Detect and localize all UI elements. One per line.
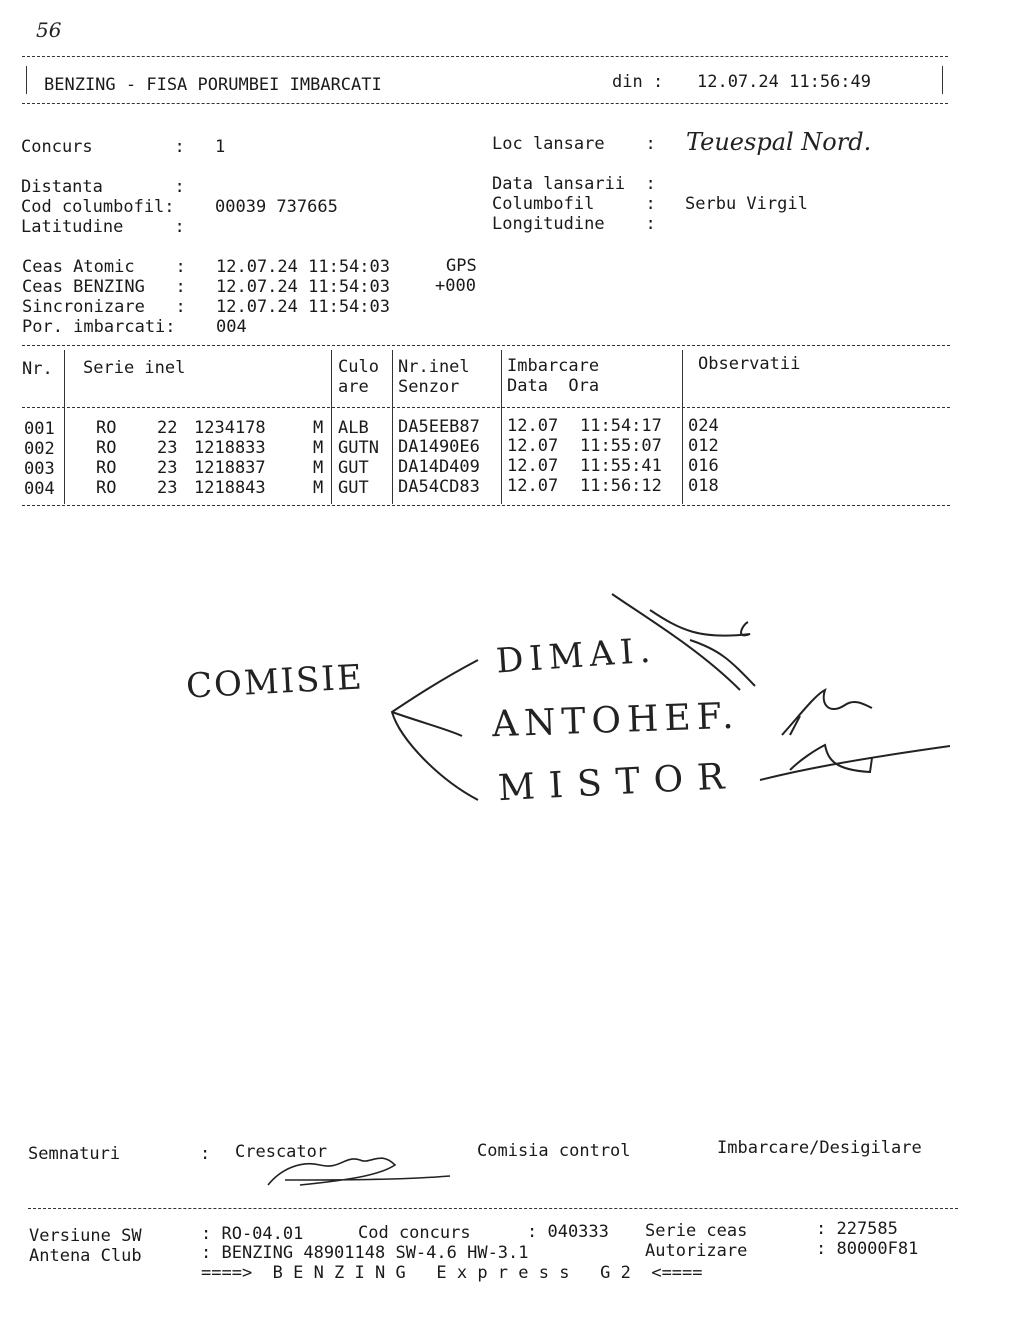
cod-columbofil-label: Cod columbofil: xyxy=(21,197,175,217)
cell-inel: 1234178 xyxy=(194,418,266,438)
cell-an: 23 xyxy=(157,438,178,458)
versiune-sw-label: Versiune SW xyxy=(29,1226,142,1246)
cell-senzor: DA1490E6 xyxy=(398,437,480,457)
cell-inel: 1218837 xyxy=(194,458,266,478)
cell-data: 12.07 xyxy=(507,436,559,456)
ceas-atomic-label: Ceas Atomic : xyxy=(22,257,186,277)
header-border-right xyxy=(942,66,943,94)
porumbei-imbarcati-value: 004 xyxy=(216,317,247,337)
col-sep-2 xyxy=(331,350,332,504)
th-serie-inel: Serie inel xyxy=(83,358,186,378)
cell-an: 22 xyxy=(157,418,178,438)
th-nrinel-2: Senzor xyxy=(398,377,460,397)
cod-concurs-label: Cod concurs xyxy=(358,1223,471,1243)
footer-rule xyxy=(28,1208,958,1209)
cell-nr: 001 xyxy=(24,419,55,439)
ceas-benzing-value: 12.07.24 11:54:03 xyxy=(216,277,390,297)
th-imbarcare-2: Data Ora xyxy=(507,376,600,396)
cell-inel: 1218843 xyxy=(194,478,266,498)
col-sep-5 xyxy=(682,350,683,504)
page-number-mark: 56 xyxy=(36,18,62,42)
cell-culoare: GUT xyxy=(338,478,369,498)
signature-comisia-label: Comisia control xyxy=(477,1141,631,1161)
handwritten-member-3: MISTOR xyxy=(497,755,740,810)
cell-obs: 012 xyxy=(688,436,719,456)
data-lansarii-label: Data lansarii : xyxy=(492,174,656,194)
autorizare-label: Autorizare xyxy=(645,1241,748,1261)
cod-concurs-value: : 040333 xyxy=(527,1222,609,1242)
cell-culoare: GUT xyxy=(338,458,369,478)
ceas-atomic-source: GPS xyxy=(446,256,477,276)
th-nr: Nr. xyxy=(22,359,53,379)
concurs-value: 1 xyxy=(215,137,226,157)
cell-tara: RO xyxy=(96,438,117,458)
col-sep-4 xyxy=(501,350,502,504)
porumbei-imbarcati-label: Por. imbarcati: xyxy=(22,317,176,337)
cell-nr: 004 xyxy=(24,479,55,499)
columbofil-value: Serbu Virgil xyxy=(685,194,808,214)
cell-sex: M xyxy=(313,458,324,478)
loc-lansare-value: Teuespal Nord. xyxy=(686,128,872,156)
header-border-bottom xyxy=(22,103,948,104)
table-rule-bottom xyxy=(22,505,950,506)
cell-ora: 11:55:07 xyxy=(580,436,662,456)
table-rule-header-bottom xyxy=(22,407,950,408)
columbofil-label: Columbofil : xyxy=(492,194,656,214)
cell-sex: M xyxy=(313,418,324,438)
crescator-signature-stroke xyxy=(268,1158,450,1185)
semnaturi-label: Semnaturi xyxy=(28,1144,121,1164)
signature-crescator-label: Crescator xyxy=(235,1142,328,1162)
bracket-arrow-stroke xyxy=(392,660,478,800)
handwritten-member-2: ANTOHEF. xyxy=(491,695,741,746)
cell-tara: RO xyxy=(96,458,117,478)
ceas-benzing-offset: +000 xyxy=(435,276,476,296)
autorizare-value: : 80000F81 xyxy=(816,1239,919,1259)
ceas-atomic-value: 12.07.24 11:54:03 xyxy=(216,257,390,277)
signature-stroke-3 xyxy=(760,745,950,780)
cell-nr: 003 xyxy=(24,459,55,479)
loc-lansare-label: Loc lansare : xyxy=(492,134,656,154)
cell-data: 12.07 xyxy=(507,476,559,496)
cod-columbofil-value: 00039 737665 xyxy=(215,197,338,217)
cell-obs: 018 xyxy=(688,476,719,496)
cell-an: 23 xyxy=(157,458,178,478)
header-title: BENZING - FISA PORUMBEI IMBARCATI xyxy=(44,75,382,95)
signature-imbarcare-label: Imbarcare/Desigilare xyxy=(717,1138,922,1158)
cell-tara: RO xyxy=(96,418,117,438)
cell-sex: M xyxy=(313,478,324,498)
th-culoare-2: are xyxy=(338,377,369,397)
ceas-benzing-label: Ceas BENZING : xyxy=(22,277,186,297)
col-sep-1 xyxy=(64,350,65,504)
col-sep-3 xyxy=(392,350,393,504)
cell-ora: 11:54:17 xyxy=(580,416,662,436)
th-nrinel-1: Nr.inel xyxy=(398,357,470,377)
header-datetime: 12.07.24 11:56:49 xyxy=(697,72,871,92)
table-rule-top xyxy=(22,345,950,346)
header-border-top xyxy=(22,56,948,57)
th-imbarcare-1: Imbarcare xyxy=(507,356,600,376)
cell-nr: 002 xyxy=(24,439,55,459)
cell-obs: 016 xyxy=(688,456,719,476)
sincronizare-label: Sincronizare : xyxy=(22,297,186,317)
header-din-label: din : xyxy=(612,72,664,92)
cell-culoare: GUTN xyxy=(338,438,379,458)
cell-ora: 11:55:41 xyxy=(580,456,662,476)
cell-data: 12.07 xyxy=(507,456,559,476)
antena-club-value: : BENZING 48901148 SW-4.6 HW-3.1 xyxy=(201,1243,529,1263)
cell-ora: 11:56:12 xyxy=(580,476,662,496)
th-observatii: Observatii xyxy=(698,354,801,374)
handwritten-comisie: COMISIE xyxy=(185,657,365,707)
antena-club-label: Antena Club xyxy=(29,1246,142,1266)
latitudine-label: Latitudine : xyxy=(21,217,185,237)
cell-culoare: ALB xyxy=(338,418,369,438)
cell-senzor: DA14D409 xyxy=(398,457,480,477)
cell-data: 12.07 xyxy=(507,416,559,436)
longitudine-label: Longitudine : xyxy=(492,214,656,234)
signature-stroke-2 xyxy=(782,690,872,735)
benzing-express-banner: ====> B E N Z I N G E x p r e s s G 2 <==== xyxy=(201,1263,703,1283)
handwritten-member-1: DIMAI. xyxy=(494,630,658,682)
cell-obs: 024 xyxy=(688,416,719,436)
cell-inel: 1218833 xyxy=(194,438,266,458)
versiune-sw-value: : RO-04.01 xyxy=(201,1224,304,1244)
semnaturi-colon: : xyxy=(200,1144,211,1164)
th-culoare-1: Culo xyxy=(338,357,379,377)
concurs-label: Concurs : xyxy=(21,137,185,157)
distanta-label: Distanta : xyxy=(21,177,185,197)
cell-sex: M xyxy=(313,438,324,458)
serie-ceas-value: : 227585 xyxy=(816,1219,898,1239)
cell-senzor: DA54CD83 xyxy=(398,477,480,497)
cell-an: 23 xyxy=(157,478,178,498)
cell-senzor: DA5EEB87 xyxy=(398,417,480,437)
cell-tara: RO xyxy=(96,478,117,498)
sincronizare-value: 12.07.24 11:54:03 xyxy=(216,297,390,317)
header-border-left xyxy=(26,66,27,94)
serie-ceas-label: Serie ceas xyxy=(645,1221,748,1241)
